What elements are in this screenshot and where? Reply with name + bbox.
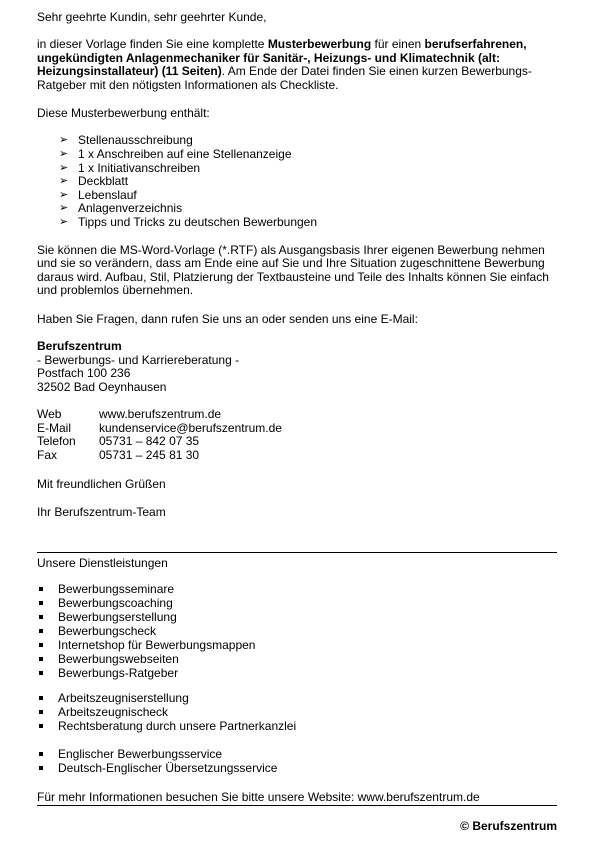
- square-bullet-icon: [39, 629, 43, 633]
- intro-text-3: . Am Ende der Datei finden Sie einen kurzen Bewerbungs-Ratgeber mit den nötigsten Informationen als Checkliste.: [37, 64, 532, 92]
- square-bullet-icon: [39, 615, 43, 619]
- square-bullet-icon: [39, 643, 43, 647]
- services-heading: Unsere Dienstleistungen: [37, 552, 557, 570]
- square-bullet-icon: [39, 671, 43, 675]
- intro-text-1: in dieser Vorlage finden Sie eine komplette: [37, 37, 268, 51]
- intro-text-2: für einen: [371, 37, 425, 51]
- square-bullet-icon: [39, 657, 43, 661]
- list-item: ➢ Stellenausschreibung: [59, 133, 193, 148]
- phone-value: 05731 – 842 07 35: [99, 434, 200, 449]
- intro-bold-1: Musterbewerbung: [267, 37, 372, 51]
- services-list-1: [37, 582, 557, 680]
- letter-body: [37, 10, 557, 519]
- list-item: Bewerbungscheck: [37, 624, 557, 638]
- fax-value: 05731 – 245 81 30: [99, 448, 200, 463]
- contact-row-email: E-Mail kundenservice@berufszentrum.de: [37, 420, 282, 435]
- copyright: © Berufszentrum: [460, 819, 557, 833]
- square-bullet-icon: [39, 724, 43, 728]
- contact-row-web: Web www.berufszentrum.de: [37, 407, 222, 422]
- postbox: Postfach 100 236: [37, 366, 131, 381]
- square-bullet-icon: [39, 710, 43, 714]
- list-item: ➢ Tipps und Tricks zu deutschen Bewerbungen: [59, 214, 318, 229]
- address-block: [37, 340, 557, 394]
- list-item: Deutsch-Englischer Übersetzungsservice: [37, 761, 557, 775]
- signature: Ihr Berufszentrum-Team: [37, 504, 166, 519]
- list-item: Arbeitszeugniserstellung: [37, 691, 557, 705]
- company-subtitle: - Bewerbungs- und Karriereberatung -: [37, 352, 240, 367]
- list-item: Bewerbungs-Ratgeber: [37, 666, 557, 680]
- arrow-bullet-icon: ➢: [59, 161, 69, 174]
- list-item: Englischer Bewerbungsservice: [37, 747, 557, 761]
- list-item: ➢ 1 x Anschreiben auf eine Stellenanzeige: [59, 146, 292, 161]
- contains-heading: Diese Musterbewerbung enthält:: [37, 106, 210, 121]
- arrow-bullet-icon: ➢: [59, 215, 69, 228]
- list-item: Internetshop für Bewerbungsmappen: [37, 638, 557, 652]
- list-item: Bewerbungsseminare: [37, 582, 557, 596]
- email-link[interactable]: kundenservice@berufszentrum.de: [99, 420, 282, 435]
- square-bullet-icon: [39, 766, 43, 770]
- square-bullet-icon: [39, 587, 43, 591]
- list-item: Bewerbungscoaching: [37, 596, 557, 610]
- salutation: Sehr geehrte Kundin, sehr geehrter Kunde,: [37, 10, 267, 24]
- list-item: ➢ Lebenslauf: [59, 187, 137, 202]
- square-bullet-icon: [39, 601, 43, 605]
- list-item: ➢ 1 x Initiativanschreiben: [59, 160, 201, 175]
- contact-row-fax: Fax 05731 – 245 81 30: [37, 448, 200, 463]
- city: 32502 Bad Oeynhausen: [37, 379, 167, 394]
- list-item: Bewerbungserstellung: [37, 610, 557, 624]
- contact-row-phone: Telefon 05731 – 842 07 35: [37, 434, 200, 449]
- footer-divider: [37, 805, 557, 806]
- intro-bold-2: berufserfahrenen, ungekündigten Anlagenmechaniker für Sanitär-, Heizungs- und Klimatechnik (alt: Heizungsinstallateur) (11 Seiten): [37, 37, 527, 79]
- company-name: Berufszentrum: [37, 338, 122, 353]
- list-item: ➢ Anlagenverzeichnis: [59, 201, 183, 216]
- intro-paragraph: [37, 38, 557, 92]
- list-item: Arbeitszeugnischeck: [37, 705, 557, 719]
- arrow-bullet-icon: ➢: [59, 188, 69, 201]
- services-list-2: [37, 691, 557, 733]
- questions-paragraph: Haben Sie Fragen, dann rufen Sie uns an oder senden uns eine E-Mail:: [37, 311, 418, 326]
- square-bullet-icon: [39, 752, 43, 756]
- contains-list: [59, 134, 557, 229]
- usage-paragraph: Sie können die MS-Word-Vorlage (*.RTF) als Ausgangsbasis Ihrer eigenen Bewerbung nehmen und sie so verändern, dass am Ende eine auf Sie und Ihre Situation zugeschnittene Bewerbung daraus wird. Aufbau, Stil, Platzierung der Textbausteine und Teile des Inhalts können Sie einfach und problemlos übernehmen.: [37, 242, 549, 298]
- list-item: Rechtsberatung durch unsere Partnerkanzlei: [37, 719, 557, 733]
- arrow-bullet-icon: ➢: [59, 134, 69, 147]
- web-link[interactable]: www.berufszentrum.de: [99, 407, 222, 422]
- arrow-bullet-icon: ➢: [59, 202, 69, 215]
- footer-info: Für mehr Informationen besuchen Sie bitte unsere Website: www.berufszentrum.de: [37, 790, 480, 804]
- contact-table: [37, 408, 557, 462]
- closing: Mit freundlichen Grüßen: [37, 476, 166, 491]
- services-list-3: [37, 747, 557, 775]
- square-bullet-icon: [39, 696, 43, 700]
- arrow-bullet-icon: ➢: [59, 175, 69, 188]
- list-item: Bewerbungswebseiten: [37, 652, 557, 666]
- arrow-bullet-icon: ➢: [59, 147, 69, 160]
- list-item: ➢ Deckblatt: [59, 174, 129, 189]
